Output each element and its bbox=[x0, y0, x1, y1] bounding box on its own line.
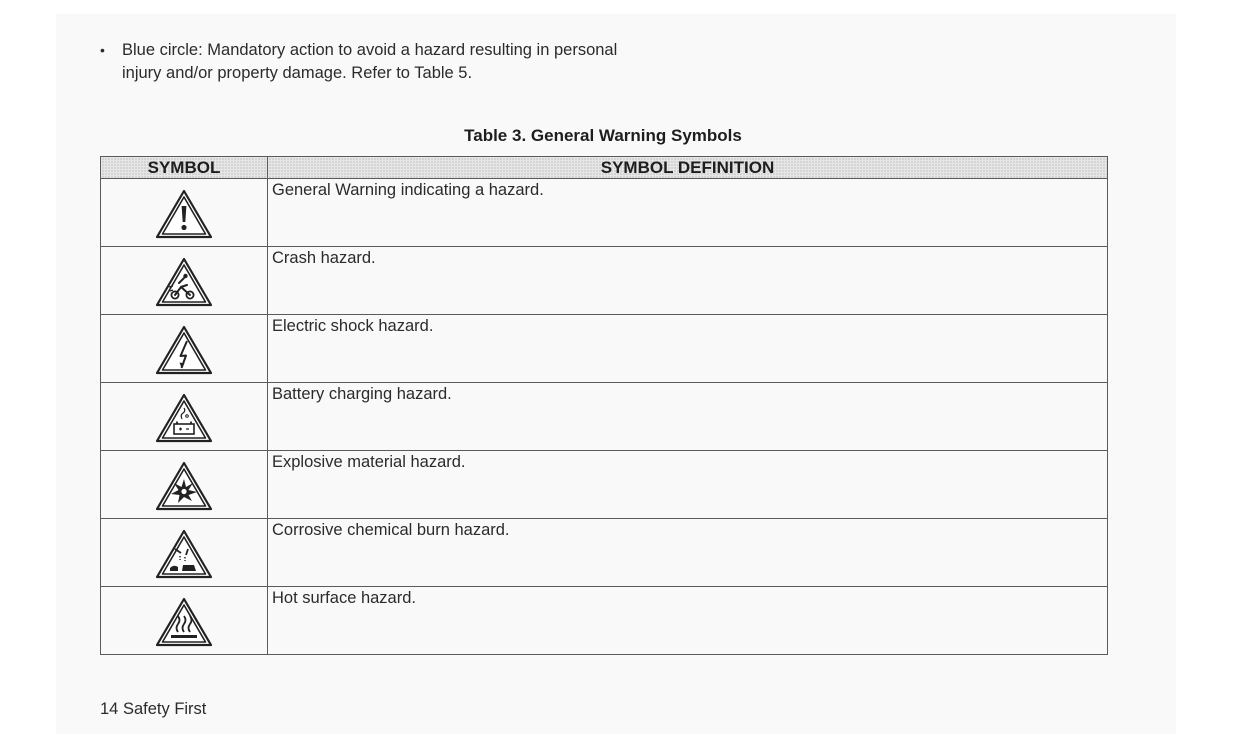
table-row bbox=[101, 587, 1108, 655]
definition-cell: Explosive material hazard. bbox=[268, 451, 1108, 519]
header-symbol: SYMBOL bbox=[101, 157, 268, 179]
bullet-item bbox=[100, 39, 620, 85]
page-footer bbox=[100, 700, 206, 719]
definition-cell: Battery charging hazard. bbox=[268, 383, 1108, 451]
table-row bbox=[101, 179, 1108, 247]
symbol-cell bbox=[101, 315, 268, 383]
definition-cell: Electric shock hazard. bbox=[268, 315, 1108, 383]
symbol-cell bbox=[101, 383, 268, 451]
symbol-cell bbox=[101, 179, 268, 247]
section-title: Safety First bbox=[122, 700, 207, 718]
table-row bbox=[101, 383, 1108, 451]
table-header-row bbox=[101, 157, 1108, 179]
explosive-material-icon bbox=[154, 460, 214, 512]
symbol-cell bbox=[101, 247, 268, 315]
symbol-cell bbox=[101, 451, 268, 519]
general-warning-icon bbox=[154, 188, 214, 240]
symbol-cell bbox=[101, 587, 268, 655]
battery-charging-icon bbox=[154, 392, 214, 444]
table-row bbox=[101, 315, 1108, 383]
page-number: 14 bbox=[100, 700, 119, 718]
header-definition: SYMBOL DEFINITION bbox=[268, 157, 1108, 179]
warning-symbols-table bbox=[100, 156, 1108, 655]
table-row bbox=[101, 451, 1108, 519]
crash-hazard-icon bbox=[154, 256, 214, 308]
table-row bbox=[101, 247, 1108, 315]
definition-cell: Hot surface hazard. bbox=[268, 587, 1108, 655]
symbol-cell bbox=[101, 519, 268, 587]
electric-shock-icon bbox=[154, 324, 214, 376]
corrosive-chemical-icon bbox=[154, 528, 214, 580]
bullet-text: Blue circle: Mandatory action to avoid a hazard resulting in personal injury and/or property damage. Refer to Table 5. bbox=[122, 41, 618, 82]
definition-cell: General Warning indicating a hazard. bbox=[268, 179, 1108, 247]
bullet-dot: • bbox=[100, 42, 105, 58]
hot-surface-icon bbox=[154, 596, 214, 648]
definition-cell: Crash hazard. bbox=[268, 247, 1108, 315]
definition-cell: Corrosive chemical burn hazard. bbox=[268, 519, 1108, 587]
table-caption: Table 3. General Warning Symbols bbox=[464, 126, 742, 145]
table-row bbox=[101, 519, 1108, 587]
